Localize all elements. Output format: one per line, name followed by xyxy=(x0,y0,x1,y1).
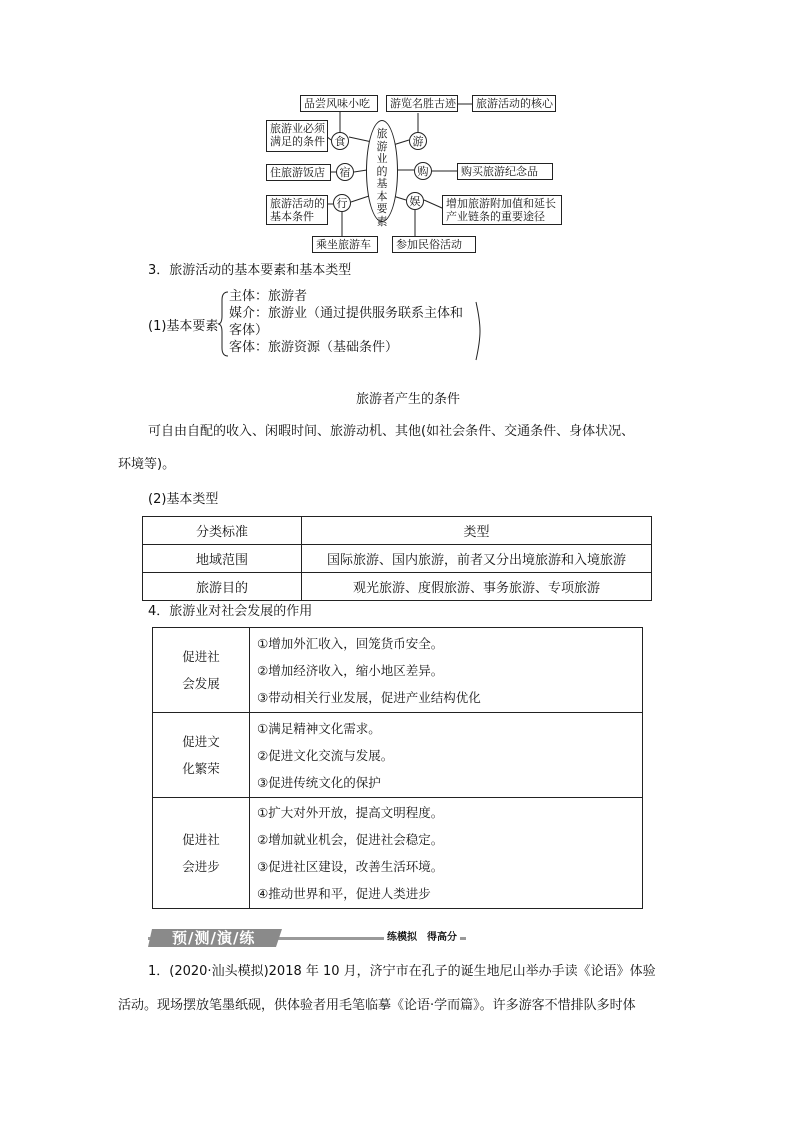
items-cell xyxy=(250,713,643,798)
category-line: 促进社 xyxy=(182,832,220,847)
list-item: ③促进社区建设，改善生活环境。 xyxy=(257,859,444,874)
elements-list xyxy=(229,288,463,356)
element-object: 客体：旅游资源（基础条件） xyxy=(229,340,399,355)
category-line: 促进文 xyxy=(182,734,220,749)
circle-entertainment: 娱 xyxy=(406,192,424,210)
list-item: ①增加外汇收入，回笼货币安全。 xyxy=(257,635,444,651)
element-subject: 主体：旅游者 xyxy=(229,289,308,304)
category-cell xyxy=(153,628,250,713)
banner-title: 预/测/演/练 xyxy=(172,929,256,947)
box-required-line2: 满足的条件 xyxy=(270,135,325,148)
table-header-cell: 类型 xyxy=(302,517,652,545)
list-item: ④推动世界和平，促进人类进步 xyxy=(257,886,431,901)
question-source: (2020·汕头模拟) xyxy=(169,964,269,979)
question-number: 1． xyxy=(148,964,170,979)
table-header-cell: 分类标准 xyxy=(143,517,302,545)
items-cell xyxy=(250,628,643,713)
category-cell xyxy=(153,798,250,909)
circle-transport: 行 xyxy=(333,194,351,212)
effects-table xyxy=(152,627,643,909)
element-medium-cont: 客体） xyxy=(229,323,269,338)
category-line: 化繁荣 xyxy=(182,761,220,776)
element-medium: 媒介：旅游业（通过提供服务联系主体和 xyxy=(229,306,464,321)
condition-line2: 环境等)。 xyxy=(118,457,176,472)
category-line: 会进步 xyxy=(182,859,220,874)
list-item: ②促进文化交流与发展。 xyxy=(257,747,394,763)
table-row xyxy=(153,798,643,909)
list-item: ②增加经济收入，缩小地区差异。 xyxy=(257,662,444,678)
basic-types-label: (2)基本类型 xyxy=(148,492,219,507)
box-added-line2: 产业链条的重要途径 xyxy=(446,210,545,223)
list-item: ③促进传统文化的保护 xyxy=(257,774,381,790)
section3-heading: 3．旅游活动的基本要素和基本类型 xyxy=(148,263,352,278)
basic-elements-label: (1)基本要素 xyxy=(148,319,219,334)
circle-shopping: 购 xyxy=(414,162,432,180)
category-cell xyxy=(153,713,250,798)
diagram-connectors xyxy=(0,0,794,260)
circle-food: 食 xyxy=(331,132,349,150)
table-row xyxy=(153,713,643,798)
box-added-line1: 增加旅游附加值和延长 xyxy=(446,197,556,210)
question-line2: 活动。现场摆放笔墨纸砚，供体验者用毛笔临摹《论语·学而篇》。许多游客不惜排队多时体 xyxy=(118,998,636,1013)
box-added-value xyxy=(442,195,562,225)
condition-line1: 可自由自配的收入、闲暇时间、旅游动机、其他(如社会条件、交通条件、身体状况、 xyxy=(148,424,635,439)
table-cell: 地域范围 xyxy=(143,545,302,573)
box-stay-hotel: 住旅游饭店 xyxy=(266,164,331,181)
box-folk-activities: 参加民俗活动 xyxy=(392,236,476,253)
category-line: 促进社 xyxy=(182,649,220,664)
circle-lodging: 宿 xyxy=(336,163,354,181)
items-cell xyxy=(250,798,643,909)
center-label: 旅游业的基本要素 xyxy=(376,127,388,228)
category-line: 会发展 xyxy=(182,676,220,691)
table-row xyxy=(153,628,643,713)
types-table xyxy=(142,516,652,601)
condition-title: 旅游者产生的条件 xyxy=(356,392,461,407)
box-visit-sites: 游览名胜古迹 xyxy=(386,95,458,112)
list-item: ①满足精神文化需求。 xyxy=(257,720,381,736)
table-cell: 观光旅游、度假旅游、事务旅游、专项旅游 xyxy=(302,573,652,601)
box-taste-snacks: 品尝风味小吃 xyxy=(300,95,378,112)
box-basic-line1: 旅游活动的 xyxy=(270,197,325,210)
box-buy-souvenir: 购买旅游纪念品 xyxy=(457,163,553,180)
table-header-row xyxy=(143,517,652,545)
banner-right-text: 练模拟 得高分 xyxy=(384,931,460,945)
right-brace-icon xyxy=(474,300,484,362)
box-required-line1: 旅游业必须 xyxy=(270,122,325,135)
box-basic-line2: 基本条件 xyxy=(270,210,314,223)
box-core: 旅游活动的核心 xyxy=(472,95,556,112)
table-row xyxy=(143,573,652,601)
table-cell: 国际旅游、国内旅游，前者又分出境旅游和入境旅游 xyxy=(302,545,652,573)
list-item: ②增加就业机会，促进社会稳定。 xyxy=(257,832,444,847)
practice-banner xyxy=(148,928,466,948)
box-basic-conditions xyxy=(266,195,328,225)
circle-sightseeing: 游 xyxy=(409,132,427,150)
list-item: ①扩大对外开放，提高文明程度。 xyxy=(257,805,444,820)
table-row xyxy=(143,545,652,573)
question-line1 xyxy=(148,963,656,981)
section4-heading: 4．旅游业对社会发展的作用 xyxy=(148,604,313,619)
question-text: 2018 年 10 月，济宁市在孔子的诞生地尼山举办手读《论语》体验 xyxy=(268,964,656,979)
box-required-conditions xyxy=(266,120,328,152)
list-item: ③带动相关行业发展，促进产业结构优化 xyxy=(257,689,481,705)
table-cell: 旅游目的 xyxy=(143,573,302,601)
box-take-tour-bus: 乘坐旅游车 xyxy=(312,236,378,253)
